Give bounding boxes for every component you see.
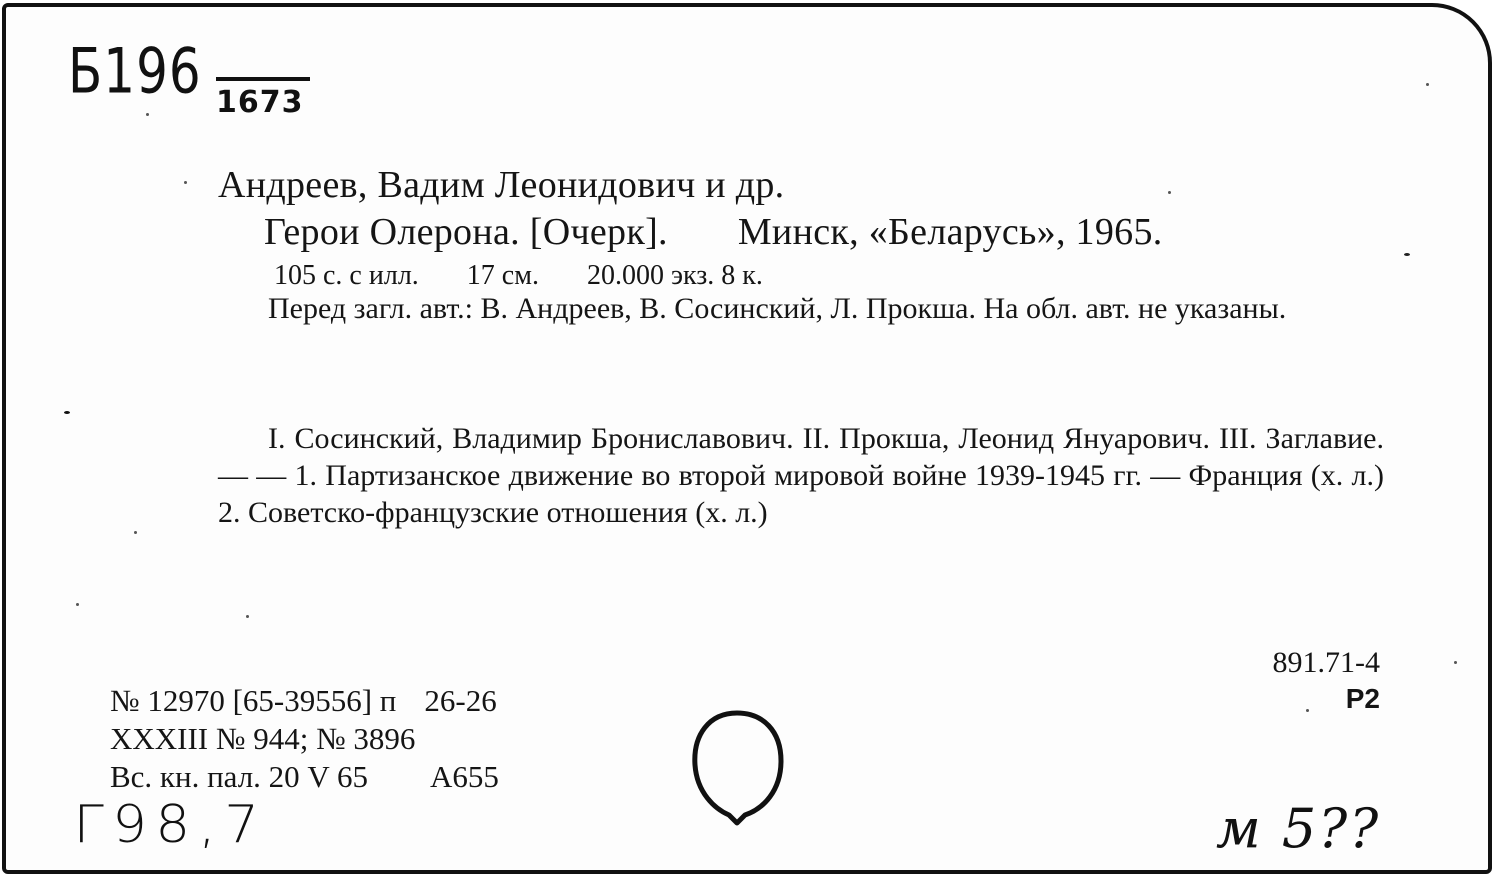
author-heading: Андреев, Вадим Леонидович и др. <box>218 164 785 206</box>
punch-hole-icon <box>689 705 789 835</box>
imprint-line-3 <box>110 758 499 796</box>
speck <box>76 603 79 606</box>
speck <box>1454 661 1457 664</box>
speck <box>1306 709 1309 712</box>
speck <box>146 113 149 116</box>
imprint-line-1 <box>110 682 499 720</box>
page-count: 105 с. с илл. <box>274 260 419 291</box>
class-number: 891.71-4 <box>1272 646 1380 679</box>
shelfmark-main: Б196 <box>68 35 202 108</box>
book-title: Герои Олерона. [Очерк]. <box>264 211 668 253</box>
shelfmark-sub: 1673 <box>216 77 310 120</box>
inventory-number: Г98,7 <box>73 795 268 855</box>
imprint-block <box>110 682 499 796</box>
title-line <box>264 210 1163 254</box>
speck <box>184 181 187 184</box>
classification-block <box>1273 645 1381 717</box>
handwritten-note: м 5?? <box>1216 797 1381 860</box>
book-size: 17 см. <box>466 260 539 291</box>
speck <box>64 411 70 414</box>
author-mark: Р2 <box>1345 683 1380 714</box>
catalog-card <box>2 3 1492 874</box>
speck <box>1426 83 1429 86</box>
tracings-paragraph: I. Сосинский, Владимир Брониславович. II. Прокша, Леонид Януарович. III. Заглавие. — — 1. Партизанское движение во второй мировой войне 1939-1945 гг. — Франция (х. л.) 2. Советско-французские отношения (х. л.) <box>218 422 1384 529</box>
imprint-code-3: А655 <box>430 759 499 794</box>
imprint-chamber: Вс. кн. пал. 20 V 65 <box>110 759 369 794</box>
imprint-number: № 12970 [65-39556] п <box>110 683 397 718</box>
speck <box>134 531 137 534</box>
physical-description <box>274 260 763 292</box>
imprint-line-2: XXXIII № 944; № 3896 <box>110 721 416 756</box>
copies-price: 20.000 экз. 8 к. <box>586 260 763 291</box>
speck <box>1404 253 1410 256</box>
imprint-code-1: 26-26 <box>424 683 497 718</box>
speck <box>1168 191 1171 194</box>
publication-info: Минск, «Беларусь», 1965. <box>737 211 1163 253</box>
speck <box>246 615 249 618</box>
note-paragraph: Перед загл. авт.: В. Андреев, В. Сосинский, Л. Прокша. На обл. авт. не указаны. <box>268 292 1287 325</box>
